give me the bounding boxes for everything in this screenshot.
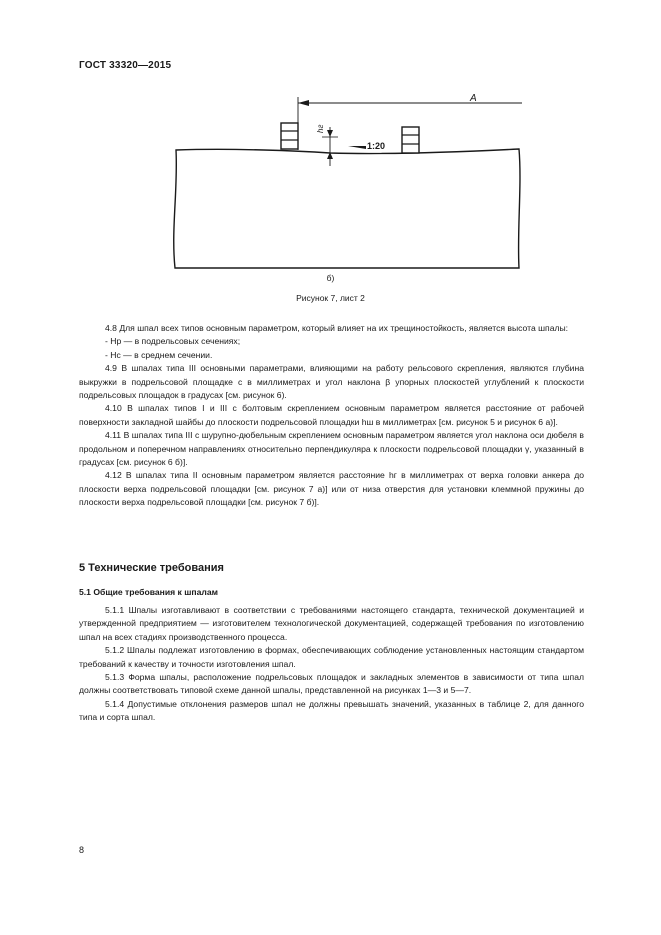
paragraph-4-9: 4.9 В шпалах типа III основными параметрами, влияющими на работу рельсового скрепления, являются глубина выкружки в подрельсовой площадке c в миллиметрах и угол наклона β упорных плоскостей углублений к плоскости подрельсовых площадок в градусах [см. рисунок 6).: [79, 363, 584, 401]
paragraph-4-11: 4.11 В шпалах типа III с шурупно-дюбельным скреплением основным параметром является угол наклона оси дюбеля в продольном и поперечном направлениях относительно перпендикуляра к плоскости подрельсовой площадки γ, указанный в градусах [см. рисунок 6 б)].: [79, 430, 584, 468]
paragraph-5-1-1: 5.1.1 Шпалы изготавливают в соответствии с требованиями настоящего стандарта, технической документацией и утвержденной предприятием — изготовителем технологической документацией, содержащей требования по изготовлению шпал на всех стадиях производственного процесса.: [79, 605, 584, 642]
figure-sub-label: б): [326, 273, 335, 283]
paragraph-5-1-2: 5.1.2 Шпалы подлежат изготовлению в формах, обеспечивающих соблюдение установленных настоящим стандартом требований к качеству и точности изготовления шпал.: [79, 645, 584, 669]
paragraph-4-12: 4.12 В шпалах типа II основным параметром является расстояние hг в миллиметрах от верха головки анкера до плоскости верха подрельсовой площадки [см. рисунок 7 а)] или от низа отверстия для установки клеммной пружины до плоскости верха подрельсовой площадки [см. рисунок 7 б)].: [79, 470, 584, 508]
paragraph-5-1-4: 5.1.4 Допустимые отклонения размеров шпал не должны превышать значений, указанных в таблице 2, для данного типа и сорта шпал.: [79, 698, 584, 723]
sleeper-figure: [0, 88, 661, 288]
dimension-label-h: hг: [316, 124, 325, 133]
page-number: 8: [79, 845, 85, 855]
dimension-label-A: A: [470, 93, 477, 104]
list-item: - Hр — в подрельсовых сечениях;: [105, 336, 241, 347]
section-5-text: [79, 604, 584, 725]
list-item: - Hс — в среднем сечении.: [105, 349, 213, 360]
anchor-left: [281, 123, 298, 149]
section-4-text: [79, 322, 584, 510]
paragraph-4-8: 4.8 Для шпал всех типов основным параметром, который влияет на их трещиностойкость, является высота шпалы:: [105, 323, 569, 333]
sleeper-outline: [174, 149, 520, 268]
slope-label: 1:20: [367, 141, 386, 151]
section-5-1-title: 5.1 Общие требования к шпалам: [79, 587, 218, 597]
paragraph-5-1-3: 5.1.3 Форма шпалы, расположение подрельсовых площадок и закладных элементов в зависимости от типа шпал должны соответствовать типовой схеме данной шпалы, представленной на рисунках 1—3 и 5—7.: [79, 672, 584, 696]
section-5-title: 5 Технические требования: [79, 562, 224, 574]
figure-caption: Рисунок 7, лист 2: [296, 293, 365, 303]
anchor-right: [402, 127, 419, 153]
document-header: ГОСТ 33320—2015: [79, 60, 172, 71]
paragraph-4-10: 4.10 В шпалах типов I и III с болтовым скреплением основным параметром является расстояние от рабочей поверхности закладной шайбы до плоскости подрельсовой площадки hш в миллиметрах [см. рисунок 5 и рисунок 6 а)].: [79, 403, 584, 427]
